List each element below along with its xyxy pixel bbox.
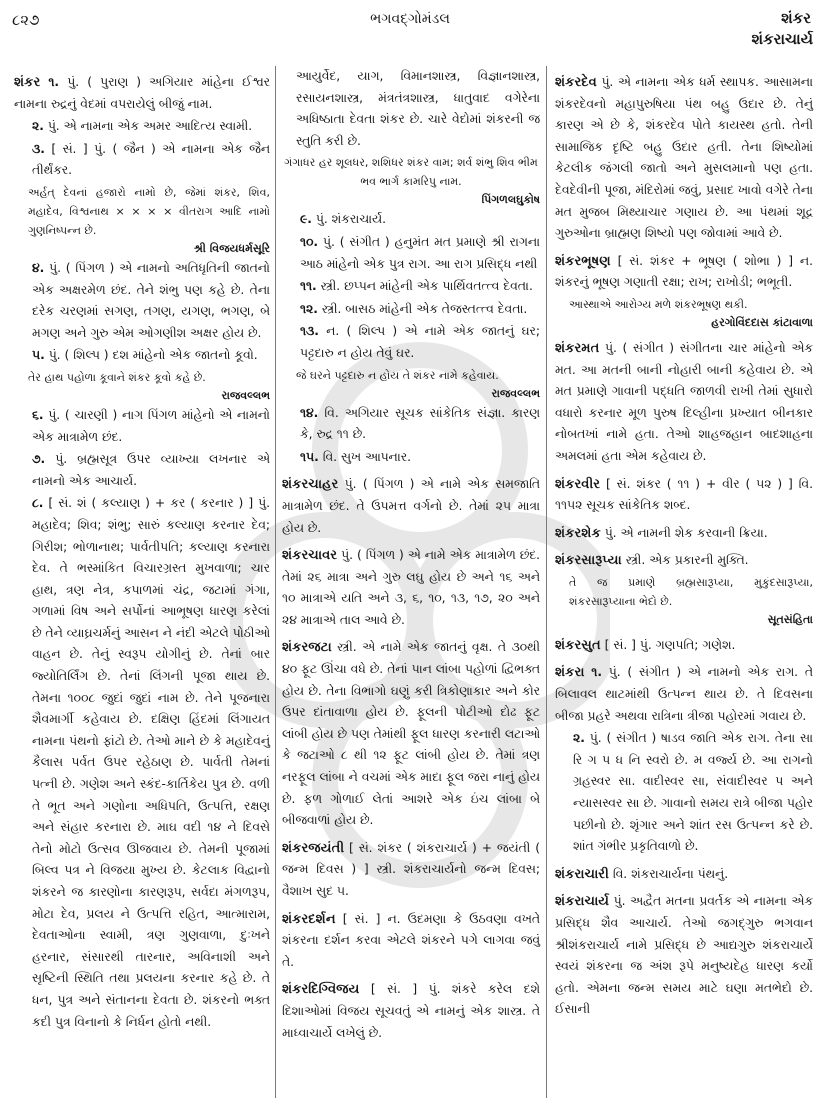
entry-sense <box>555 728 813 858</box>
column-divider <box>275 66 276 1098</box>
entry-definition: પું. ( પિંગળ ) એ નામે એક સમજાતિ માત્રામેળ છંદ. તે ઉપમત્ત વર્ગનો છે. તેમાં ૨૫ માત્રા હોય છે. <box>282 477 540 535</box>
page-number: ૮૨૭ <box>12 11 40 29</box>
sense-number: ૯. <box>300 212 312 227</box>
entry-definition: વિ. સુખ આપનાર. <box>322 449 412 464</box>
sense-number: ૩. <box>32 141 45 156</box>
entry-headword: શંકરચાહર <box>282 477 339 493</box>
sense-number: ૧૧. <box>300 279 317 294</box>
sense-number: ૧૩. <box>300 324 319 339</box>
dictionary-entry <box>282 474 540 539</box>
dictionary-entry <box>555 635 813 657</box>
entry-definition: [ સં. ] પું. શંકરે કરેલ દશે દિશાઓમાં વિજય સૂચવતું એ નામનું એક શાસ્ત્ર. તે માધ્વાચાર્યે લખેલું છે. <box>282 982 540 1040</box>
entry-headword: શંકરચાવર <box>282 548 338 564</box>
dictionary-entry <box>282 838 540 903</box>
dictionary-entry <box>555 864 813 886</box>
citation-quote: અર્હત્ દેવનાં હજારો નામો છે, જેમાં શંકર, શિવ, મહાદેવ, વિશ્વનાથ × × × × વીતરાગ આદિ નામો ગુણનિષ્પન્ન છે. <box>28 185 270 237</box>
entry-headword: શંકરવીર <box>555 476 601 492</box>
entry-definition: વિ. અગિયાર સૂચક સાંકેતિક સંજ્ઞા. કારણ કે, રુદ્ર ૧૧ છે. <box>300 405 540 442</box>
entry-definition: પું. શંકરાચાર્ય. <box>315 212 387 227</box>
entry-definition: [ સં. ] પું. ( જૈન ) એ નામના એક જૈન તીર્થંકર. <box>32 141 270 178</box>
sense-number: ૧૫. <box>300 449 319 464</box>
entry-definition: પું. ( પિંગળ ) એ નામનો અતિધૃતિની જાતનો એક અક્ષરમેળ છંદ. તેને શંભુ પણ કહે છે. તેના દરેક ચરણમાં સગણ, તગણ, યગણ, ભગણ, બે મગણ અને ગુરુ એમ ઓગણીશ અક્ષર હોય છે. <box>32 260 270 340</box>
entry-definition: આયુર્વેદ, યાગ, વિમાનશાસ્ત્ર, વિજ્ઞાનશાસ્ત્ર, રસાયનશાસ્ત્ર, મંત્રતંત્રશાસ્ત્ર, ધાતુવાદ વગેરેના અધિષ્ઠાતા દેવતા શંકર છે. ચારે વેદોમાં શંકરની જ સ્તુતિ કરી છે. <box>296 69 540 148</box>
entry-headword: શંકરદિગ્વિજય <box>282 982 360 998</box>
entry-definition: પું. ( સંગીત ) સંગીતના ચાર માંહેનો એક મત. આ મતની બાની નોહારી બાની કહેવાય છે. એ મત પ્રમાણે ગાવાની પદ્ધતિ જાળવી રાખી તેમાં સુધારો વધારો કરનાર મૂળ પુરુષ દિલ્હીના પ્રખ્યાત બીનકાર નોબતખાં નામે હતા. તેઓ શાહજહાન બાદશાહના અમલમાં હતા એમ કહેવાય છે. <box>555 340 813 463</box>
entry-definition: સ્ત્રી. છપ્પન માંહેની એક પાર્થિવતત્ત્વ દેવતા. <box>320 279 533 294</box>
entry-headword: શંકરાચારી <box>555 866 609 882</box>
entry-definition: પું. ( ચારણી ) નાગ પિંગળ માંહેનો એ નામનો એક માત્રામેળ છંદ. <box>32 407 270 444</box>
entry-definition: પું. એ નામની શેક કરવાની ક્રિયા. <box>604 525 768 540</box>
column-divider <box>546 66 547 1098</box>
entry-definition: સ્ત્રી. એક પ્રકારની મુક્તિ. <box>625 553 749 568</box>
sense-number: ૭. <box>32 452 46 467</box>
entry-sense <box>14 493 270 1033</box>
dictionary-entry <box>555 72 813 245</box>
entry-headword: શંકરદેવ <box>555 75 597 90</box>
sense-number: ૧. <box>591 665 602 680</box>
entry-definition: સ્ત્રી. એ નામે એક જાતનું વૃક્ષ. તે ૩૦થી ૪૦ ફૂટ ઊંચા વધે છે. તેનાં પાન લાંબા પહોળાં દ્વિભક્ત હોય છે. તેના વિભાગો ઘણું કરી ત્રિકોણાકાર અને કોર ઉપર દાંતાવાળા હોય છે. ફૂલની પોટીઓ દોઢ ફૂટ લાંબી હોય છે પણ તેમાંથી ફૂલ ધારણ કરનારી લટાઓ કે જટાઓ ૮ થી ૧૨ ફૂટ લાંબી હોય છે. તેમાં ત્રણ નરફૂલ લાંબા ને વચમાં એક માદા ફૂલ જરા નાનું હોય છે. ફળ ગોળાઈ લેતાં આશરે એક ઇંચ લાંબા બે બીજવાળાં હોય છે. <box>282 640 540 828</box>
entry-definition: સ્ત્રી. બાસઠ માંહેની એક તેજસ્તત્ત્વ દેવતા. <box>321 301 528 316</box>
dictionary-entry <box>282 545 540 631</box>
sense-number: ૧. <box>48 75 60 89</box>
book-title: ભગવદ્ગોમંડલ <box>370 11 450 27</box>
citation-source: રાજવલ્લભ <box>221 388 270 402</box>
dictionary-entry <box>282 979 540 1044</box>
column-2 <box>282 66 540 1045</box>
entry-definition: પું. ( સંગીત ) એ નામનો એક રાગ. તે બિલાવલ થાટમાંથી ઉત્પન્ન થાય છે. તે દિવસના બીજા પ્રહરે અથવા રાત્રિના ત્રીજા પહોરમાં ગવાય છે. <box>555 665 813 723</box>
entry-headword: શંકરા <box>555 665 585 681</box>
citation-quote: જે ઘરને પટ્ટદારુ ન હોય તે શંકર નામે કહેવાય. <box>296 368 499 382</box>
citation-source: સૂતસંહિતા <box>767 612 813 626</box>
entry-definition: [ સં. શંકર + ભૂષણ ( શોભા ) ] ન. શંકરનું ભૂષણ ગણાતી રક્ષા; રાખ; રાખોડી; ભભૂતી. <box>555 253 813 290</box>
sense-number: ૧૦. <box>300 234 319 249</box>
dictionary-entry <box>14 72 270 115</box>
entry-headword: શંકરજટા <box>282 640 332 656</box>
entry-definition: પું. ( શિલ્પ ) દશ માંહેનો એક જાતનો કૂવો. <box>48 348 258 363</box>
dictionary-entry <box>555 550 813 572</box>
sense-number: ૧૨. <box>300 301 318 316</box>
entry-sense <box>14 116 270 138</box>
sense-number: ૬. <box>32 407 44 422</box>
entry-headword: શંકર <box>14 75 41 90</box>
citation-source: પિંગળલઘુકોષ <box>481 193 540 207</box>
entry-definition: [ સં. શંકર ( શંકરાચાર્ય ) + જયંતી ( જન્મ દિવસ ) ] સ્ત્રી. શંકરાચાર્યનો જન્મ દિવસ; વૈશાખ સુદ ૫. <box>282 840 540 898</box>
entry-headword: શંકરસુત <box>555 637 601 653</box>
dictionary-entry <box>555 891 813 1021</box>
entry-definition: [ સં. ] ન. ઉદમણા કે ઉઠવણા વખતે શંકરના દર્શન કરવા એટલે શંકરને પગે લાગવા જવું તે. <box>282 911 540 969</box>
dictionary-entry <box>282 637 540 831</box>
entry-sense <box>282 66 540 152</box>
entry-definition: પું. બ્રહ્મસૂત્ર ઉપર વ્યાખ્યા લખનાર એ નામનો એક આચાર્ય. <box>32 452 270 488</box>
entry-sense <box>282 209 540 231</box>
entry-sense <box>282 276 540 298</box>
citation-quote: તેર હાથ પહોળા કૂવાને શંકર કૂવો કહે છે. <box>28 370 206 384</box>
sense-number: ૪. <box>32 260 45 275</box>
dictionary-entry <box>555 474 813 517</box>
entry-sense <box>14 405 270 448</box>
guide-word-last: શંકરાચાર્ય <box>751 30 813 48</box>
entry-definition: પું. ( સંગીત ) હનુમંત મત પ્રમાણે શ્રી રાગના આઠ માંહેનો એક પુત્ર રાગ. આ રાગ પ્રસિદ્ધ નથી <box>300 234 540 271</box>
column-3 <box>555 66 813 1022</box>
entry-definition: પું. અદ્વૈત મતના પ્રવર્તક એ નામના એક પ્રસિદ્ધ શૈવ આચાર્ય. તેઓ જગદ્ગુરુ ભગવાન શ્રીશંકરાચાર્ય નામે પ્રસિદ્ધ છે આદ્યગુરુ શંકરાચાર્યે સ્વયં શંકરના જ અંશ રૂપે મનુષ્યદેહ ધારણ કર્યો હતો. એમના જન્મ સમય માટે ઘણા મતભેદો છે. ઈસાની <box>555 894 814 1017</box>
sense-number: ૧૪. <box>300 405 319 420</box>
entry-headword: શંકરાચાર્ય <box>555 894 610 910</box>
entry-definition: પું. ( પિંગળ ) એ નામે એક માત્રામેળ છંદ. તેમાં ૨૬ માત્રા અને ગુરુ લઘુ હોય છે અને ૧૬ અને ૧૦ માત્રાએ યતિ અને ૩, ૬, ૧૦, ૧૩, ૧૭, ૨૦ અને ૨૪ માત્રાએ તાલ આવે છે. <box>282 548 540 627</box>
entry-definition: વિ. શંકરાચાર્યના પંથનું. <box>612 866 729 881</box>
entry-definition: [ સં. શં ( કલ્યાણ ) + કર ( કરનાર ) ] પું. મહાદેવ; શિવ; શંભુ; સારું કલ્યાણ કરનાર દેવ; ગિરીશ; ભોળાનાથ; પાર્વતીપતિ; કલ્યાણ કરનારા દેવ. તે ભસ્માંકિત વિચારગ્રસ્ત મુખવાળા; ચાર હાથ, ત્રણ નેત્ર, કપાળમાં ચંદ્ર, જટામાં ગંગા, ગળામાં વિષ અને સર્પોનાં આભૂષણ ધારણ કરેલાં છે તેને વ્યાઘ્રચર્મનું આસન ને નંદી એટલે પોઠીઓ વાહન છે. તેનું સ્વરૂપ યોગીનું છે. તેનાં બાર જ્યોતિર્લિંગ છે. તેનાં લિંગની પૂજા થાય છે. તેમના ૧૦૦૮ જુદાં જુદાં નામ છે. તેને પૂજનારા શૈવમાર્ગી કહેવાય છે. દક્ષિણ હિંદમાં લિંગાયત નામના પંથનો ફાંટો છે. તેઓ માને છે કે મહાદેવનું કૈલાસ પર્વત ઉપર રહેઠાણ છે. પાર્વતી તેમનાં પત્ની છે. ગણેશ અને સ્કંદ-કાર્તિકેય પુત્ર છે. વળી તે ભૂત અને ગણોના અધિપતિ, ઉત્પત્તિ, રક્ષણ અને સંહાર કરનારા છે. માઘ વદી ૧૪ ને દિવસે તેનો મોટો ઉત્સવ ઊજવાય છે. તેમની પૂજામાં બિલ્વ પત્ર ને વિજયા મુખ્ય છે. કેટલાક વિદ્વાનો શંકરને જ કારણોના કારણરૂપ, સર્વદા મંગળરૂપ, મોટા દેવ, પ્રલય ને ઉત્પત્તિ રહિત, આત્મારામ, દેવતાઓના સ્વામી, ત્રણ ગુણવાળા, દુઃખને હરનાર, સંસારથી તારનાર, અવિનાશી અને સૃષ્ટિની સ્થિતિ તથા પ્રલયના કરનાર કહે છે. તે ધન, પુત્ર અને સંતાનના દેવતા છે. શંકરનો ભક્ત કદી પુત્ર વિનાનો કે નિર્ધન હોતો નથી. <box>32 496 270 1029</box>
page-header <box>0 0 825 60</box>
entry-sense <box>282 403 540 446</box>
entry-headword: શંકરજયંતી <box>282 840 345 856</box>
sense-number: ૨. <box>32 119 44 134</box>
dictionary-entry <box>282 909 540 974</box>
entry-headword: શંકરસારૂપ્યા <box>555 553 622 569</box>
dictionary-entry <box>555 251 813 294</box>
entry-sense <box>282 232 540 275</box>
entry-definition: પું. ( સંગીત ) ષાડવ જાતિ એક રાગ. તેના સા રિ ગ પ ધ નિ સ્વરો છે. મ વર્જ્ય છે. આ રાગનો ગ્રહસ્વર સા. વાદીસ્વર સા, સંવાદીસ્વર પ અને ન્યાસસ્વર સા છે. ગાવાનો સમય રાત્રે બીજા પહોર પછીનો છે. શૃંગાર અને શાંત રસ ઉત્પન્ન કરે છે. શાંત ગંભીર પ્રકૃતિવાળો છે. <box>573 731 813 854</box>
entry-headword: શંકરમત <box>555 340 600 356</box>
citation-source: હરગોવિંદદાસ કાંટાવાળા <box>711 315 813 329</box>
entry-headword: શંકરદર્શન <box>282 911 336 927</box>
sense-number: ૫. <box>32 348 45 363</box>
citation-source: રાજવલ્લભ <box>491 386 540 400</box>
dictionary-entry <box>555 338 813 468</box>
entry-headword: શંકરભૂષણ <box>555 253 611 269</box>
entry-sense <box>282 447 540 469</box>
guide-word-first: શંકર <box>781 9 811 27</box>
entry-sense <box>14 258 270 344</box>
entry-definition: ન. ( શિલ્પ ) એ નામે એક જાતનું ઘર; પટ્ટદારુ ન હોય તેવું ઘર. <box>300 324 540 360</box>
citation-quote: તે જ પ્રમાણે બ્રહ્મસારૂપ્યા, મુકુંદસારૂપ્યા, શંકરસારૂપ્યાના ભેદો છે. <box>569 575 813 608</box>
entry-definition: [ સં. શંકર ( ૧૧ ) + વીર ( ૫૨ ) ] વિ. ૧૧૫૨ સૂચક સાંકેતિક શબ્દ. <box>555 476 813 513</box>
entry-sense <box>14 449 270 492</box>
entry-definition: [ સં. ] પું. ગણપતિ; ગણેશ. <box>604 637 736 652</box>
entry-headword: શંકરશેક <box>555 525 601 541</box>
entry-sense <box>282 299 540 321</box>
entry-definition: પું. એ નામના એક ધર્મ સ્થાપક. આસામના શંકરદેવનો મહાપુરુષિયા પંથ બહુ ઉદાર છે. તેનું કારણ એ છે કે, શંકરદેવ પોતે કાયસ્થ હતો. તેની સામાજિક દૃષ્ટિ બહુ ઉદાર હતી. તેના શિષ્યોમાં કેટલીક જંગલી જાતો અને મુસલમાનો પણ હતા. દેવદેવીની પૂજા, મંદિરોમાં જવું, પ્રસાદ ખાવો વગેરે તેના મત મુજબ મિથ્યાચાર ગણાય છે. આ પંથમાં શૂદ્ર ગુરુઓના બ્રાહ્મણ શિષ્યો પણ જોવામાં આવે છે. <box>555 75 813 241</box>
citation-quote: ગંગાધર હર શૂલધર, શશિધર શંકર વામ; શર્વ શંભુ શિવ ભીમ ભવ ભાર્ગ કામરિપુ નામ. <box>284 156 538 189</box>
entry-definition: પું. ( પુરાણ ) અગિયાર માંહેના ઈશ્વર નામના રુદ્રનું વેદમાં વપરાયેલું બીજું નામ. <box>14 75 270 111</box>
entry-sense <box>14 345 270 367</box>
sense-number: ૨. <box>573 731 585 746</box>
column-1 <box>14 66 270 1034</box>
sense-number: ૮. <box>32 496 44 511</box>
citation-quote: આસ્થાએ આરોગ્ય મળે શંકરભૂષણ થકી. <box>569 297 748 311</box>
dictionary-entry <box>555 523 813 545</box>
entry-sense <box>14 139 270 182</box>
entry-sense <box>282 321 540 364</box>
entry-definition: પું. એ નામના એક અમર આદિત્ય સ્વામી. <box>47 119 253 134</box>
citation-source: શ્રી વિજયધર્મસૂરિ <box>193 241 270 255</box>
dictionary-entry <box>555 662 813 727</box>
